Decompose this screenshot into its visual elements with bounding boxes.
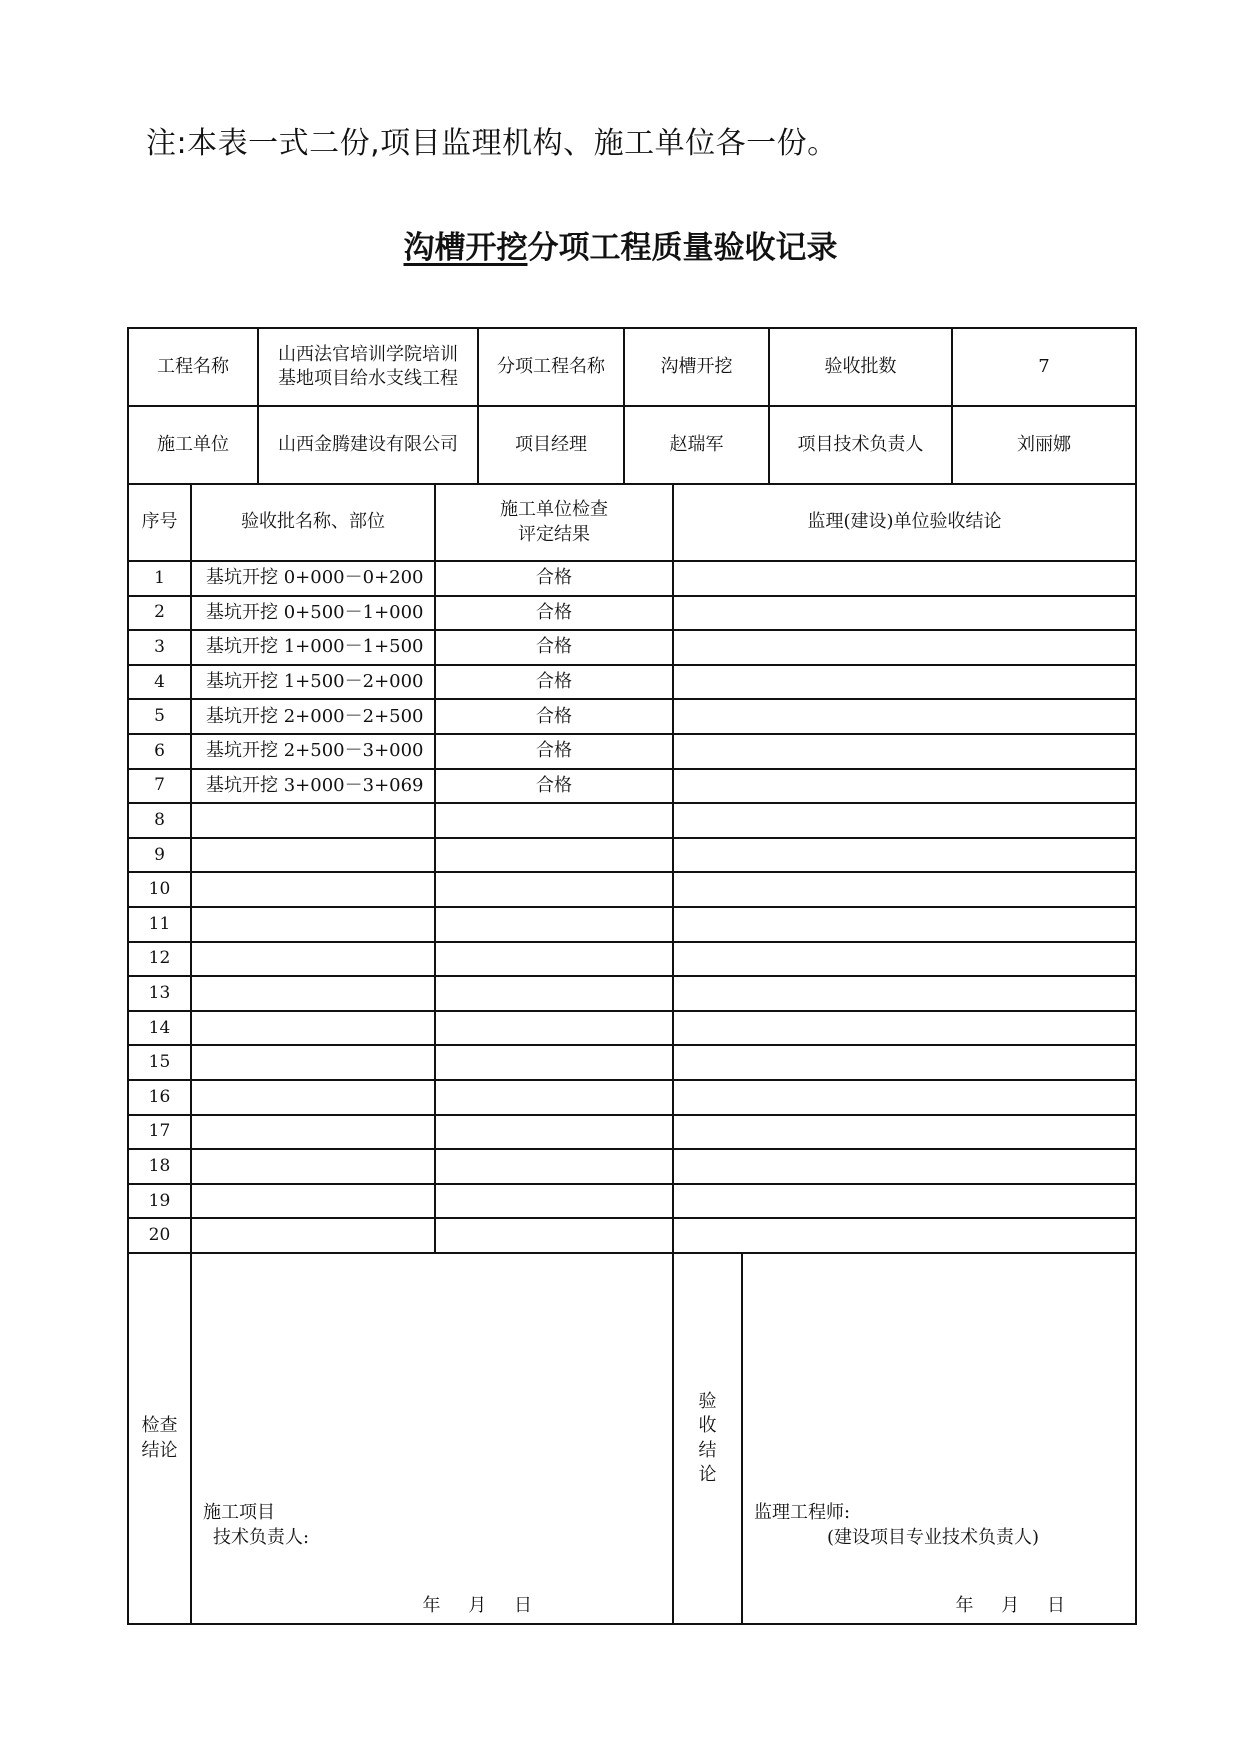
- page-title: [0, 222, 1241, 267]
- row-seq: 12: [128, 942, 191, 977]
- supervisor-sign-line1: 监理工程师:: [754, 1502, 851, 1523]
- table-row: [128, 1080, 1136, 1115]
- row-batch-name: [191, 1184, 435, 1219]
- row-batch-name: 基坑开挖 3+000－3+069: [191, 769, 435, 804]
- row-eval-result: [435, 803, 673, 838]
- contractor-value: 山西金腾建设有限公司: [258, 406, 478, 484]
- table-row: [128, 665, 1136, 700]
- row-eval-result: [435, 907, 673, 942]
- row-batch-name: [191, 1045, 435, 1080]
- row-seq: 18: [128, 1149, 191, 1184]
- row-seq: 13: [128, 976, 191, 1011]
- row-seq: 20: [128, 1218, 191, 1253]
- row-eval-result: [435, 838, 673, 873]
- table-row: [128, 596, 1136, 631]
- supervisor-sign-line2: (建设项目专业技术负责人): [827, 1527, 1040, 1548]
- header-eval-line2: 评定结果: [518, 523, 590, 545]
- row-conclusion: [673, 1011, 1136, 1046]
- table-row: [128, 1011, 1136, 1046]
- row-conclusion: [673, 1045, 1136, 1080]
- project-name-line2: 基地项目给水支线工程: [278, 368, 458, 389]
- conclusion-table: [127, 1252, 1137, 1625]
- check-label-line2: 结论: [141, 1439, 178, 1461]
- row-conclusion: [673, 1149, 1136, 1184]
- row-batch-name: 基坑开挖 0+000－0+200: [191, 561, 435, 596]
- row-seq: 8: [128, 803, 191, 838]
- row-batch-name: [191, 1080, 435, 1115]
- row-conclusion: [673, 769, 1136, 804]
- row-conclusion: [673, 1080, 1136, 1115]
- batch-count-value: 7: [952, 328, 1136, 406]
- title-underlined: 沟槽开挖: [403, 230, 528, 266]
- row-conclusion: [673, 838, 1136, 873]
- row-batch-name: [191, 838, 435, 873]
- project-name-label: 工程名称: [128, 328, 258, 406]
- table-row: [128, 630, 1136, 665]
- row-batch-name: [191, 1218, 435, 1253]
- row-conclusion: [673, 1184, 1136, 1219]
- row-batch-name: [191, 803, 435, 838]
- tech-lead-label: 项目技术负责人: [769, 406, 952, 484]
- row-seq: 7: [128, 769, 191, 804]
- table-row: [128, 872, 1136, 907]
- table-row: [128, 942, 1136, 977]
- check-label-line1: 检查: [141, 1415, 178, 1437]
- row-batch-name: [191, 942, 435, 977]
- row-batch-name: 基坑开挖 1+500－2+000: [191, 665, 435, 700]
- row-eval-result: [435, 1149, 673, 1184]
- subitem-label: 分项工程名称: [478, 328, 624, 406]
- inspection-batch-table: [127, 483, 1137, 1254]
- row-conclusion: [673, 907, 1136, 942]
- project-name-value: [258, 328, 478, 406]
- table-row: [128, 734, 1136, 769]
- row-seq: 15: [128, 1045, 191, 1080]
- table-row: [128, 1045, 1136, 1080]
- header-eval-line1: 施工单位检查: [500, 499, 608, 521]
- row-seq: 16: [128, 1080, 191, 1115]
- row-batch-name: [191, 1149, 435, 1184]
- table-row: [128, 1184, 1136, 1219]
- row-batch-name: 基坑开挖 2+500－3+000: [191, 734, 435, 769]
- table-row: [128, 803, 1136, 838]
- pm-label: 项目经理: [478, 406, 624, 484]
- table-row: [128, 976, 1136, 1011]
- row-seq: 19: [128, 1184, 191, 1219]
- accept-char-3: 结: [698, 1439, 717, 1461]
- row-batch-name: 基坑开挖 0+500－1+000: [191, 596, 435, 631]
- contractor-date: 年 月 日: [422, 1595, 532, 1616]
- row-conclusion: [673, 1218, 1136, 1253]
- row-seq: 9: [128, 838, 191, 873]
- row-conclusion: [673, 942, 1136, 977]
- project-name-line1: 山西法官培训学院培训: [278, 343, 458, 365]
- row-eval-result: 合格: [435, 596, 673, 631]
- row-seq: 5: [128, 699, 191, 734]
- row-eval-result: 合格: [435, 665, 673, 700]
- supervisor-sign-area: [742, 1253, 1136, 1624]
- header-conclusion: 监理(建设)单位验收结论: [673, 484, 1136, 561]
- row-batch-name: 基坑开挖 2+000－2+500: [191, 699, 435, 734]
- table-row: [128, 1149, 1136, 1184]
- row-batch-name: [191, 1011, 435, 1046]
- row-conclusion: [673, 699, 1136, 734]
- row-eval-result: [435, 976, 673, 1011]
- contractor-label: 施工单位: [128, 406, 258, 484]
- row-eval-result: [435, 872, 673, 907]
- row-batch-name: [191, 976, 435, 1011]
- row-eval-result: [435, 1011, 673, 1046]
- check-conclusion-label: [128, 1253, 191, 1624]
- row-eval-result: 合格: [435, 630, 673, 665]
- row-eval-result: [435, 1184, 673, 1219]
- row-batch-name: 基坑开挖 1+000－1+500: [191, 630, 435, 665]
- row-conclusion: [673, 596, 1136, 631]
- row-seq: 14: [128, 1011, 191, 1046]
- accept-char-4: 论: [698, 1463, 717, 1485]
- row-batch-name: [191, 1115, 435, 1150]
- title-rest: 分项工程质量验收记录: [527, 230, 838, 266]
- row-conclusion: [673, 872, 1136, 907]
- row-conclusion: [673, 976, 1136, 1011]
- supervisor-date: 年 月 日: [955, 1595, 1065, 1616]
- row-batch-name: [191, 872, 435, 907]
- subitem-value: 沟槽开挖: [624, 328, 769, 406]
- row-seq: 11: [128, 907, 191, 942]
- table-row: [128, 769, 1136, 804]
- row-eval-result: 合格: [435, 561, 673, 596]
- row-conclusion: [673, 665, 1136, 700]
- row-seq: 3: [128, 630, 191, 665]
- row-seq: 1: [128, 561, 191, 596]
- table-row: [128, 838, 1136, 873]
- table-row: [128, 907, 1136, 942]
- row-conclusion: [673, 630, 1136, 665]
- accept-char-1: 验: [698, 1390, 717, 1412]
- row-seq: 2: [128, 596, 191, 631]
- row-eval-result: [435, 1045, 673, 1080]
- header-seq: 序号: [128, 484, 191, 561]
- row-eval-result: 合格: [435, 699, 673, 734]
- row-eval-result: [435, 1080, 673, 1115]
- table-row: [128, 699, 1136, 734]
- row-eval-result: 合格: [435, 734, 673, 769]
- table-row: [128, 1115, 1136, 1150]
- row-eval-result: [435, 1218, 673, 1253]
- accept-char-2: 收: [698, 1415, 717, 1437]
- header-batch: 验收批名称、部位: [191, 484, 435, 561]
- table-row: [128, 561, 1136, 596]
- row-eval-result: [435, 942, 673, 977]
- batch-count-label: 验收批数: [769, 328, 952, 406]
- row-eval-result: 合格: [435, 769, 673, 804]
- row-seq: 4: [128, 665, 191, 700]
- row-conclusion: [673, 561, 1136, 596]
- row-batch-name: [191, 907, 435, 942]
- row-eval-result: [435, 1115, 673, 1150]
- project-info-table: [127, 327, 1137, 485]
- table-row: [128, 1218, 1136, 1253]
- row-seq: 10: [128, 872, 191, 907]
- footnote: 注:本表一式二份,项目监理机构、施工单位各一份。: [146, 126, 838, 161]
- contractor-sign-line1: 施工项目: [203, 1502, 275, 1523]
- pm-value: 赵瑞军: [624, 406, 769, 484]
- contractor-sign-area: [191, 1253, 673, 1624]
- row-conclusion: [673, 734, 1136, 769]
- contractor-sign-line2: 技术负责人:: [213, 1527, 310, 1548]
- acceptance-conclusion-label: [673, 1253, 742, 1624]
- row-conclusion: [673, 1115, 1136, 1150]
- row-seq: 6: [128, 734, 191, 769]
- tech-lead-value: 刘丽娜: [952, 406, 1136, 484]
- row-conclusion: [673, 803, 1136, 838]
- header-eval: [435, 484, 673, 561]
- row-seq: 17: [128, 1115, 191, 1150]
